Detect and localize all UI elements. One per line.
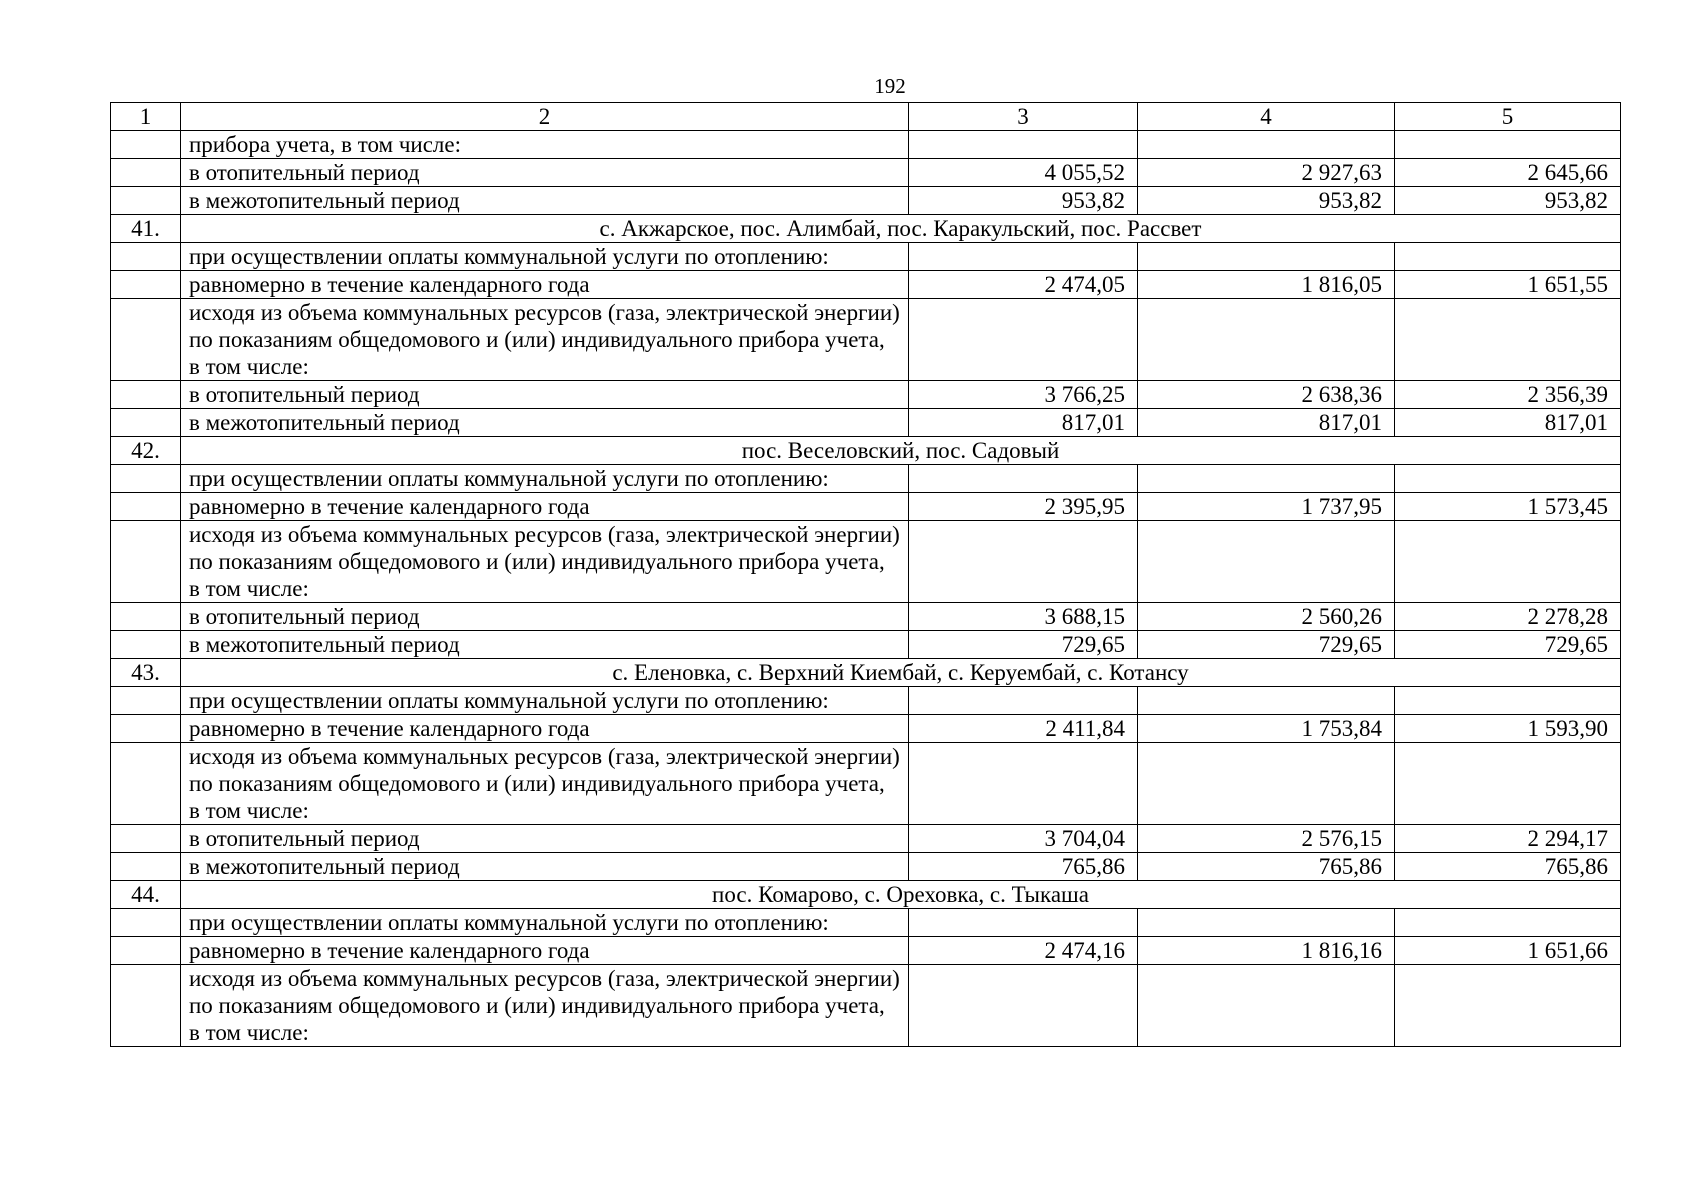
table-row bbox=[111, 853, 1621, 881]
column-header-5: 5 bbox=[1395, 103, 1621, 131]
value-col-3 bbox=[909, 687, 1138, 715]
value-col-5 bbox=[1395, 521, 1621, 603]
value-col-3: 2 474,16 bbox=[909, 937, 1138, 965]
row-description: в межотопительный период bbox=[181, 631, 909, 659]
value-col-3 bbox=[909, 909, 1138, 937]
value-col-4 bbox=[1138, 909, 1395, 937]
value-col-5: 1 651,55 bbox=[1395, 271, 1621, 299]
row-number-cell bbox=[111, 853, 181, 881]
column-header-4: 4 bbox=[1138, 103, 1395, 131]
value-col-4: 765,86 bbox=[1138, 853, 1395, 881]
table-row bbox=[111, 965, 1621, 1047]
value-col-4 bbox=[1138, 465, 1395, 493]
table-header-row bbox=[111, 103, 1621, 131]
tariff-table-body bbox=[111, 103, 1621, 1047]
row-number-cell bbox=[111, 131, 181, 159]
row-number-cell bbox=[111, 381, 181, 409]
row-number-cell bbox=[111, 521, 181, 603]
table-row bbox=[111, 687, 1621, 715]
table-row bbox=[111, 243, 1621, 271]
value-col-4 bbox=[1138, 299, 1395, 381]
row-description: в отопительный период bbox=[181, 825, 909, 853]
row-description: в отопительный период bbox=[181, 159, 909, 187]
value-col-3 bbox=[909, 465, 1138, 493]
row-description: в межотопительный период bbox=[181, 853, 909, 881]
row-number-cell bbox=[111, 631, 181, 659]
value-col-3 bbox=[909, 743, 1138, 825]
section-number: 42. bbox=[111, 437, 181, 465]
value-col-5: 1 651,66 bbox=[1395, 937, 1621, 965]
row-number-cell bbox=[111, 159, 181, 187]
value-col-5 bbox=[1395, 465, 1621, 493]
row-description: равномерно в течение календарного года bbox=[181, 715, 909, 743]
tariff-table bbox=[110, 102, 1621, 1047]
row-number-cell bbox=[111, 687, 181, 715]
table-row bbox=[111, 271, 1621, 299]
value-col-3: 2 395,95 bbox=[909, 493, 1138, 521]
row-description: при осуществлении оплаты коммунальной услуги по отоплению: bbox=[181, 909, 909, 937]
value-col-5: 953,82 bbox=[1395, 187, 1621, 215]
value-col-4: 2 560,26 bbox=[1138, 603, 1395, 631]
value-col-3: 3 688,15 bbox=[909, 603, 1138, 631]
row-description: в межотопительный период bbox=[181, 187, 909, 215]
value-col-5 bbox=[1395, 299, 1621, 381]
row-description: равномерно в течение календарного года bbox=[181, 937, 909, 965]
row-description: равномерно в течение календарного года bbox=[181, 493, 909, 521]
table-row bbox=[111, 631, 1621, 659]
value-col-3 bbox=[909, 299, 1138, 381]
row-number-cell bbox=[111, 409, 181, 437]
row-number-cell bbox=[111, 743, 181, 825]
row-number-cell bbox=[111, 965, 181, 1047]
value-col-5: 729,65 bbox=[1395, 631, 1621, 659]
section-number: 44. bbox=[111, 881, 181, 909]
value-col-4 bbox=[1138, 521, 1395, 603]
value-col-5: 765,86 bbox=[1395, 853, 1621, 881]
row-description: исходя из объема коммунальных ресурсов (газа, электрической энергии) по показаниям общедомового и (или) индивидуального прибора учета, в том числе: bbox=[181, 521, 909, 603]
section-title: пос. Комарово, с. Ореховка, с. Тыкаша bbox=[181, 881, 1621, 909]
row-description: при осуществлении оплаты коммунальной услуги по отоплению: bbox=[181, 243, 909, 271]
value-col-4: 817,01 bbox=[1138, 409, 1395, 437]
value-col-5 bbox=[1395, 743, 1621, 825]
section-title: с. Еленовка, с. Верхний Киембай, с. Керуембай, с. Котансу bbox=[181, 659, 1621, 687]
section-row bbox=[111, 437, 1621, 465]
value-col-4: 1 816,16 bbox=[1138, 937, 1395, 965]
table-row bbox=[111, 493, 1621, 521]
table-row bbox=[111, 465, 1621, 493]
row-description: равномерно в течение календарного года bbox=[181, 271, 909, 299]
value-col-4: 2 576,15 bbox=[1138, 825, 1395, 853]
table-row bbox=[111, 159, 1621, 187]
value-col-5 bbox=[1395, 687, 1621, 715]
value-col-4 bbox=[1138, 743, 1395, 825]
row-number-cell bbox=[111, 603, 181, 631]
value-col-4: 1 737,95 bbox=[1138, 493, 1395, 521]
row-description: исходя из объема коммунальных ресурсов (газа, электрической энергии) по показаниям общедомового и (или) индивидуального прибора учета, в том числе: bbox=[181, 743, 909, 825]
table-row bbox=[111, 715, 1621, 743]
page-number: 192 bbox=[874, 74, 906, 98]
value-col-3: 729,65 bbox=[909, 631, 1138, 659]
value-col-5: 2 645,66 bbox=[1395, 159, 1621, 187]
section-title: с. Акжарское, пос. Алимбай, пос. Каракульский, пос. Рассвет bbox=[181, 215, 1621, 243]
value-col-4: 953,82 bbox=[1138, 187, 1395, 215]
row-number-cell bbox=[111, 187, 181, 215]
row-number-cell bbox=[111, 909, 181, 937]
section-title: пос. Веселовский, пос. Садовый bbox=[181, 437, 1621, 465]
value-col-4: 1 753,84 bbox=[1138, 715, 1395, 743]
value-col-3: 2 411,84 bbox=[909, 715, 1138, 743]
value-col-5 bbox=[1395, 131, 1621, 159]
value-col-5 bbox=[1395, 909, 1621, 937]
table-row bbox=[111, 743, 1621, 825]
value-col-5 bbox=[1395, 965, 1621, 1047]
value-col-3: 3 704,04 bbox=[909, 825, 1138, 853]
row-number-cell bbox=[111, 493, 181, 521]
table-row bbox=[111, 937, 1621, 965]
value-col-3: 765,86 bbox=[909, 853, 1138, 881]
row-description: исходя из объема коммунальных ресурсов (газа, электрической энергии) по показаниям общедомового и (или) индивидуального прибора учета, в том числе: bbox=[181, 299, 909, 381]
table-row bbox=[111, 825, 1621, 853]
column-header-1: 1 bbox=[111, 103, 181, 131]
row-number-cell bbox=[111, 715, 181, 743]
row-number-cell bbox=[111, 271, 181, 299]
value-col-3 bbox=[909, 243, 1138, 271]
section-row bbox=[111, 215, 1621, 243]
row-description: при осуществлении оплаты коммунальной услуги по отоплению: bbox=[181, 687, 909, 715]
value-col-3: 953,82 bbox=[909, 187, 1138, 215]
section-number: 43. bbox=[111, 659, 181, 687]
row-description: прибора учета, в том числе: bbox=[181, 131, 909, 159]
value-col-3 bbox=[909, 131, 1138, 159]
table-row bbox=[111, 409, 1621, 437]
value-col-5: 817,01 bbox=[1395, 409, 1621, 437]
row-number-cell bbox=[111, 243, 181, 271]
column-header-3: 3 bbox=[909, 103, 1138, 131]
value-col-5: 2 356,39 bbox=[1395, 381, 1621, 409]
value-col-4: 729,65 bbox=[1138, 631, 1395, 659]
section-number: 41. bbox=[111, 215, 181, 243]
table-row bbox=[111, 187, 1621, 215]
value-col-4 bbox=[1138, 687, 1395, 715]
row-number-cell bbox=[111, 465, 181, 493]
value-col-4 bbox=[1138, 243, 1395, 271]
row-number-cell bbox=[111, 937, 181, 965]
row-number-cell bbox=[111, 825, 181, 853]
value-col-4 bbox=[1138, 131, 1395, 159]
value-col-5: 1 573,45 bbox=[1395, 493, 1621, 521]
section-row bbox=[111, 659, 1621, 687]
value-col-3 bbox=[909, 965, 1138, 1047]
value-col-4: 1 816,05 bbox=[1138, 271, 1395, 299]
table-row bbox=[111, 381, 1621, 409]
value-col-3 bbox=[909, 521, 1138, 603]
value-col-3: 2 474,05 bbox=[909, 271, 1138, 299]
value-col-4 bbox=[1138, 965, 1395, 1047]
row-description: в межотопительный период bbox=[181, 409, 909, 437]
row-number-cell bbox=[111, 299, 181, 381]
row-description: в отопительный период bbox=[181, 381, 909, 409]
value-col-5: 2 294,17 bbox=[1395, 825, 1621, 853]
table-row bbox=[111, 521, 1621, 603]
row-description: в отопительный период bbox=[181, 603, 909, 631]
value-col-4: 2 927,63 bbox=[1138, 159, 1395, 187]
row-description: при осуществлении оплаты коммунальной услуги по отоплению: bbox=[181, 465, 909, 493]
row-description: исходя из объема коммунальных ресурсов (газа, электрической энергии) по показаниям общедомового и (или) индивидуального прибора учета, в том числе: bbox=[181, 965, 909, 1047]
value-col-5 bbox=[1395, 243, 1621, 271]
table-row bbox=[111, 603, 1621, 631]
column-header-2: 2 bbox=[181, 103, 909, 131]
value-col-5: 1 593,90 bbox=[1395, 715, 1621, 743]
value-col-5: 2 278,28 bbox=[1395, 603, 1621, 631]
table-row bbox=[111, 131, 1621, 159]
value-col-3: 3 766,25 bbox=[909, 381, 1138, 409]
value-col-3: 4 055,52 bbox=[909, 159, 1138, 187]
value-col-3: 817,01 bbox=[909, 409, 1138, 437]
table-row bbox=[111, 299, 1621, 381]
section-row bbox=[111, 881, 1621, 909]
value-col-4: 2 638,36 bbox=[1138, 381, 1395, 409]
table-row bbox=[111, 909, 1621, 937]
